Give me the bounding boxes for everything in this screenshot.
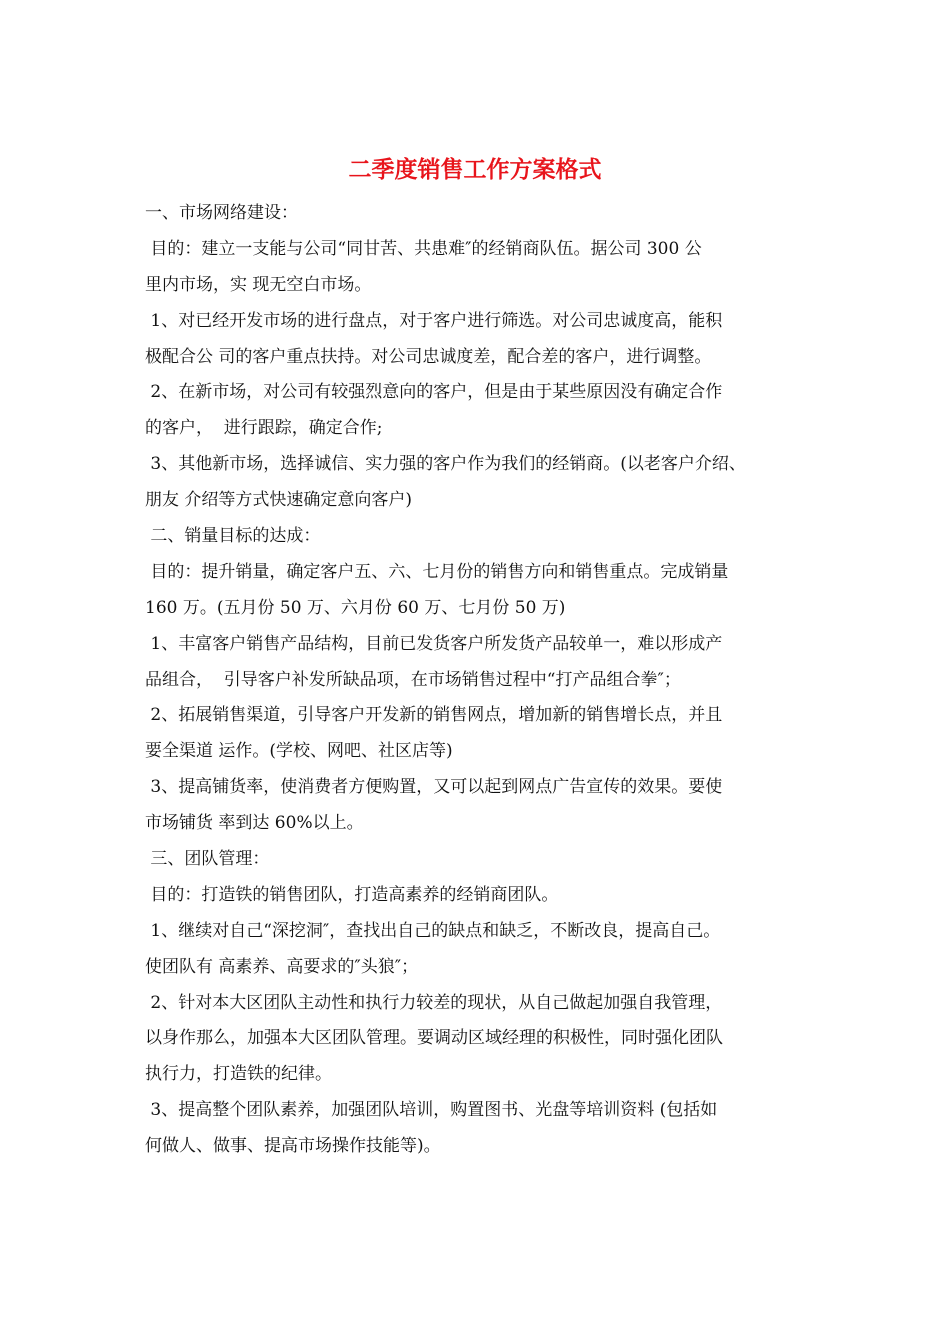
body-line: 使团队有 高素养、高要求的″头狼″； <box>145 956 419 977</box>
body-line: 一、市场网络建设： <box>145 203 298 223</box>
body-line: 朋友 介绍等方式快速确定意向客户) <box>145 490 413 511</box>
body-line: 1、丰富客户销售产品结构，目前已发货客户所发货产品较单一，难以形成产 <box>145 633 723 654</box>
body-line: 三、团队管理： <box>145 849 270 870</box>
body-line: 极配合公 司的客户重点扶持。对公司忠诚度差，配合差的客户，进行调整。 <box>145 346 712 367</box>
body-line: 的客户， 进行跟踪，确定合作; <box>145 418 383 439</box>
body-line: 品组合， 引导客户补发所缺品项，在市场销售过程中“打产品组合拳″； <box>145 669 681 690</box>
body-line: 3、提高铺货率，使消费者方便购置，又可以起到网点广告宣传的效果。要使 <box>145 777 723 798</box>
body-line: 要全渠道 运作。(学校、网吧、社区店等) <box>145 741 453 762</box>
body-line: 目的：提升销量，确定客户五、六、七月份的销售方向和销售重点。完成销量 <box>145 561 729 582</box>
body-line: 2、针对本大区团队主动性和执行力较差的现状，从自己做起加强自我管理， <box>145 992 723 1013</box>
body-line: 2、在新市场，对公司有较强烈意向的客户，但是由于某些原因没有确定合作 <box>145 382 723 403</box>
body-line: 1、对已经开发市场的进行盘点，对于客户进行筛选。对公司忠诚度高，能积 <box>145 310 723 331</box>
body-line: 以身作那么，加强本大区团队管理。要调动区域经理的积极性，同时强化团队 <box>145 1028 723 1049</box>
document-title: 二季度销售工作方案格式 <box>348 156 602 183</box>
body-line: 3、提高整个团队素养，加强团队培训，购置图书、光盘等培训资料 (包括如 <box>145 1100 718 1121</box>
body-line: 目的：打造铁的销售团队，打造高素养的经销商团队。 <box>145 884 559 905</box>
body-line: 160 万。(五月份 50 万、六月份 60 万、七月份 50 万) <box>145 597 566 618</box>
body-line: 1、继续对自己“深挖洞″，查找出自己的缺点和缺乏，不断改良，提高自己。 <box>145 920 721 941</box>
body-line: 二、销量目标的达成： <box>145 526 321 547</box>
body-line: 2、拓展销售渠道，引导客户开发新的销售网点，增加新的销售增长点，并且 <box>145 705 723 726</box>
body-line: 目的：建立一支能与公司“同甘苦、共患难″的经销商队伍。据公司 300 公 <box>145 238 702 259</box>
document-body <box>145 196 825 1165</box>
body-line: 里内市场，实 现无空白市场。 <box>145 274 372 295</box>
body-line: 3、其他新市场，选择诚信、实力强的客户作为我们的经销商。(以老客户介绍、 <box>145 454 746 475</box>
body-line: 市场铺货 率到达 60%以上。 <box>145 813 364 834</box>
body-line: 执行力，打造铁的纪律。 <box>145 1064 332 1085</box>
body-line: 何做人、做事、提高市场操作技能等)。 <box>145 1136 441 1157</box>
